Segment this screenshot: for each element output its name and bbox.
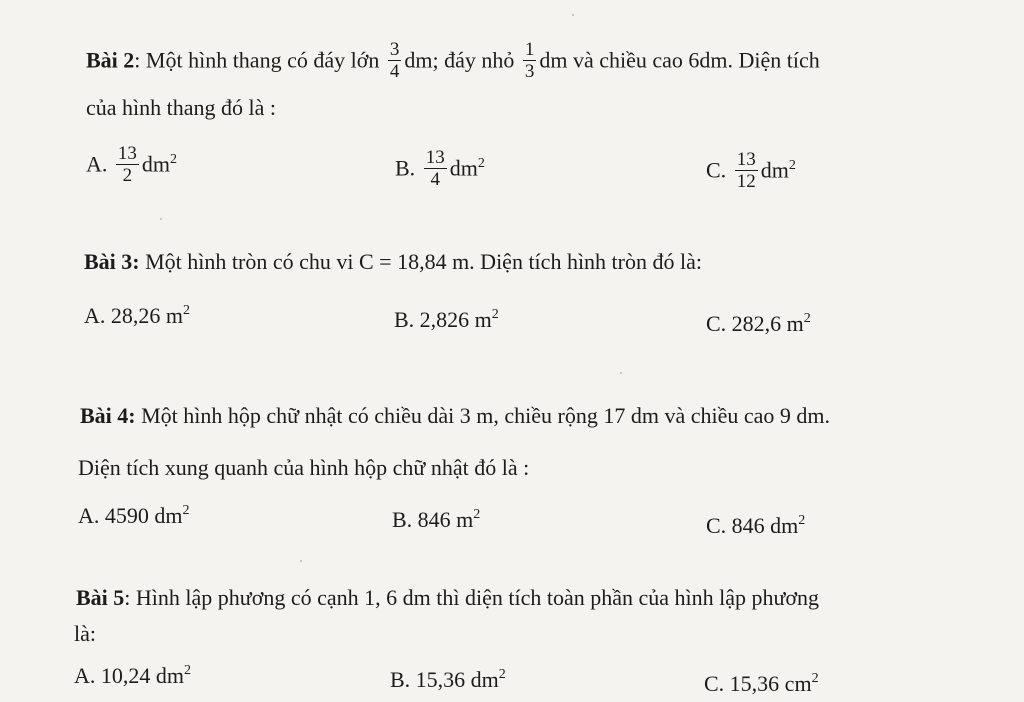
frac-numerator: 13	[736, 149, 756, 170]
option-exponent: 2	[491, 307, 499, 322]
bai4-option-c[interactable]	[706, 512, 805, 544]
option-unit: dm	[141, 151, 171, 177]
option-text: B. 846 m	[392, 507, 474, 532]
bai2-text1: : Một hình thang có đáy lớn	[134, 47, 380, 73]
option-text: C. 846 dm	[706, 513, 799, 538]
option-exponent: 2	[811, 671, 819, 686]
bai3-option-a[interactable]	[84, 302, 190, 334]
bai5-question-line1	[76, 584, 819, 612]
bai2-fraction-large-base	[388, 40, 402, 81]
frac-denominator: 4	[430, 169, 440, 190]
option-text: C. 282,6 m	[706, 311, 804, 336]
bai2-question-line2: của hình thang đó là :	[86, 95, 277, 120]
option-exponent: 2	[184, 663, 191, 678]
bai3-text: Một hình tròn có chu vi C = 18,84 m. Diện tích hình tròn đó là:	[139, 249, 702, 274]
option-letter: A.	[86, 151, 108, 177]
option-text: A. 4590 dm	[78, 503, 183, 528]
option-exponent: 2	[788, 157, 796, 173]
bai4-question-line2: Diện tích xung quanh của hình hộp chữ nhật đó là :	[78, 455, 530, 480]
frac-denominator: 2	[122, 165, 133, 186]
bai5-label: Bài 5	[76, 585, 125, 610]
option-text: C. 15,36 cm	[704, 671, 812, 696]
option-exponent: 2	[477, 155, 485, 171]
option-exponent: 2	[473, 507, 481, 522]
option-fraction	[116, 144, 139, 185]
scan-speck	[300, 560, 302, 562]
bai3-label: Bài 3:	[84, 249, 140, 274]
bai2-question-line1	[86, 39, 820, 83]
frac-denominator: 3	[524, 61, 535, 82]
option-letter: C.	[706, 157, 727, 183]
bai5-option-c[interactable]	[704, 670, 819, 702]
bai5-question-line2: là:	[74, 621, 96, 646]
option-text: B. 2,826 m	[394, 307, 492, 332]
bai4-label: Bài 4:	[80, 403, 136, 428]
bai2-text3: dm và chiều cao 6dm. Diện tích	[539, 47, 820, 73]
bai5-option-b[interactable]	[390, 666, 506, 698]
bai4-text: Một hình hộp chữ nhật có chiều dài 3 m, chiều rộng 17 dm và chiều cao 9 dm.	[135, 403, 830, 428]
option-exponent: 2	[182, 503, 190, 518]
bai4-question-line1	[80, 402, 830, 430]
frac-numerator: 3	[389, 39, 400, 60]
bai4-option-a[interactable]	[78, 502, 190, 534]
frac-denominator: 4	[389, 61, 400, 82]
scan-speck	[572, 14, 574, 16]
frac-numerator: 13	[117, 143, 137, 164]
bai2-option-a[interactable]	[86, 143, 178, 187]
bai2-fraction-small-base	[523, 40, 537, 81]
option-letter: B.	[395, 155, 416, 181]
bai3-option-b[interactable]	[394, 306, 499, 338]
option-exponent: 2	[183, 303, 190, 318]
scan-speck	[620, 372, 622, 374]
frac-numerator: 13	[425, 147, 445, 168]
bai3-question	[84, 248, 702, 276]
option-exponent: 2	[170, 151, 178, 167]
bai5-option-a[interactable]	[74, 662, 191, 694]
option-exponent: 2	[798, 513, 806, 528]
option-text: A. 28,26 m	[84, 303, 183, 328]
option-unit: dm	[449, 155, 478, 181]
bai5-text: : Hình lập phương có cạnh 1, 6 dm thì diện tích toàn phần của hình lập phương	[124, 585, 820, 610]
option-text: A. 10,24 dm	[74, 663, 184, 688]
option-fraction	[424, 148, 447, 189]
frac-numerator: 1	[524, 39, 535, 60]
option-exponent: 2	[498, 667, 506, 682]
option-text: B. 15,36 dm	[390, 667, 499, 692]
scan-speck	[160, 218, 162, 220]
bai2-text2: dm; đáy nhỏ	[404, 47, 515, 73]
frac-denominator: 12	[736, 171, 756, 192]
bai2-label: Bài 2	[86, 47, 135, 73]
option-exponent: 2	[803, 311, 811, 326]
bai3-option-c[interactable]	[706, 310, 811, 342]
bai4-option-b[interactable]	[392, 506, 480, 538]
option-fraction	[735, 150, 758, 191]
bai2-option-c[interactable]	[706, 149, 796, 193]
bai2-option-b[interactable]	[395, 147, 485, 191]
option-unit: dm	[760, 157, 789, 183]
